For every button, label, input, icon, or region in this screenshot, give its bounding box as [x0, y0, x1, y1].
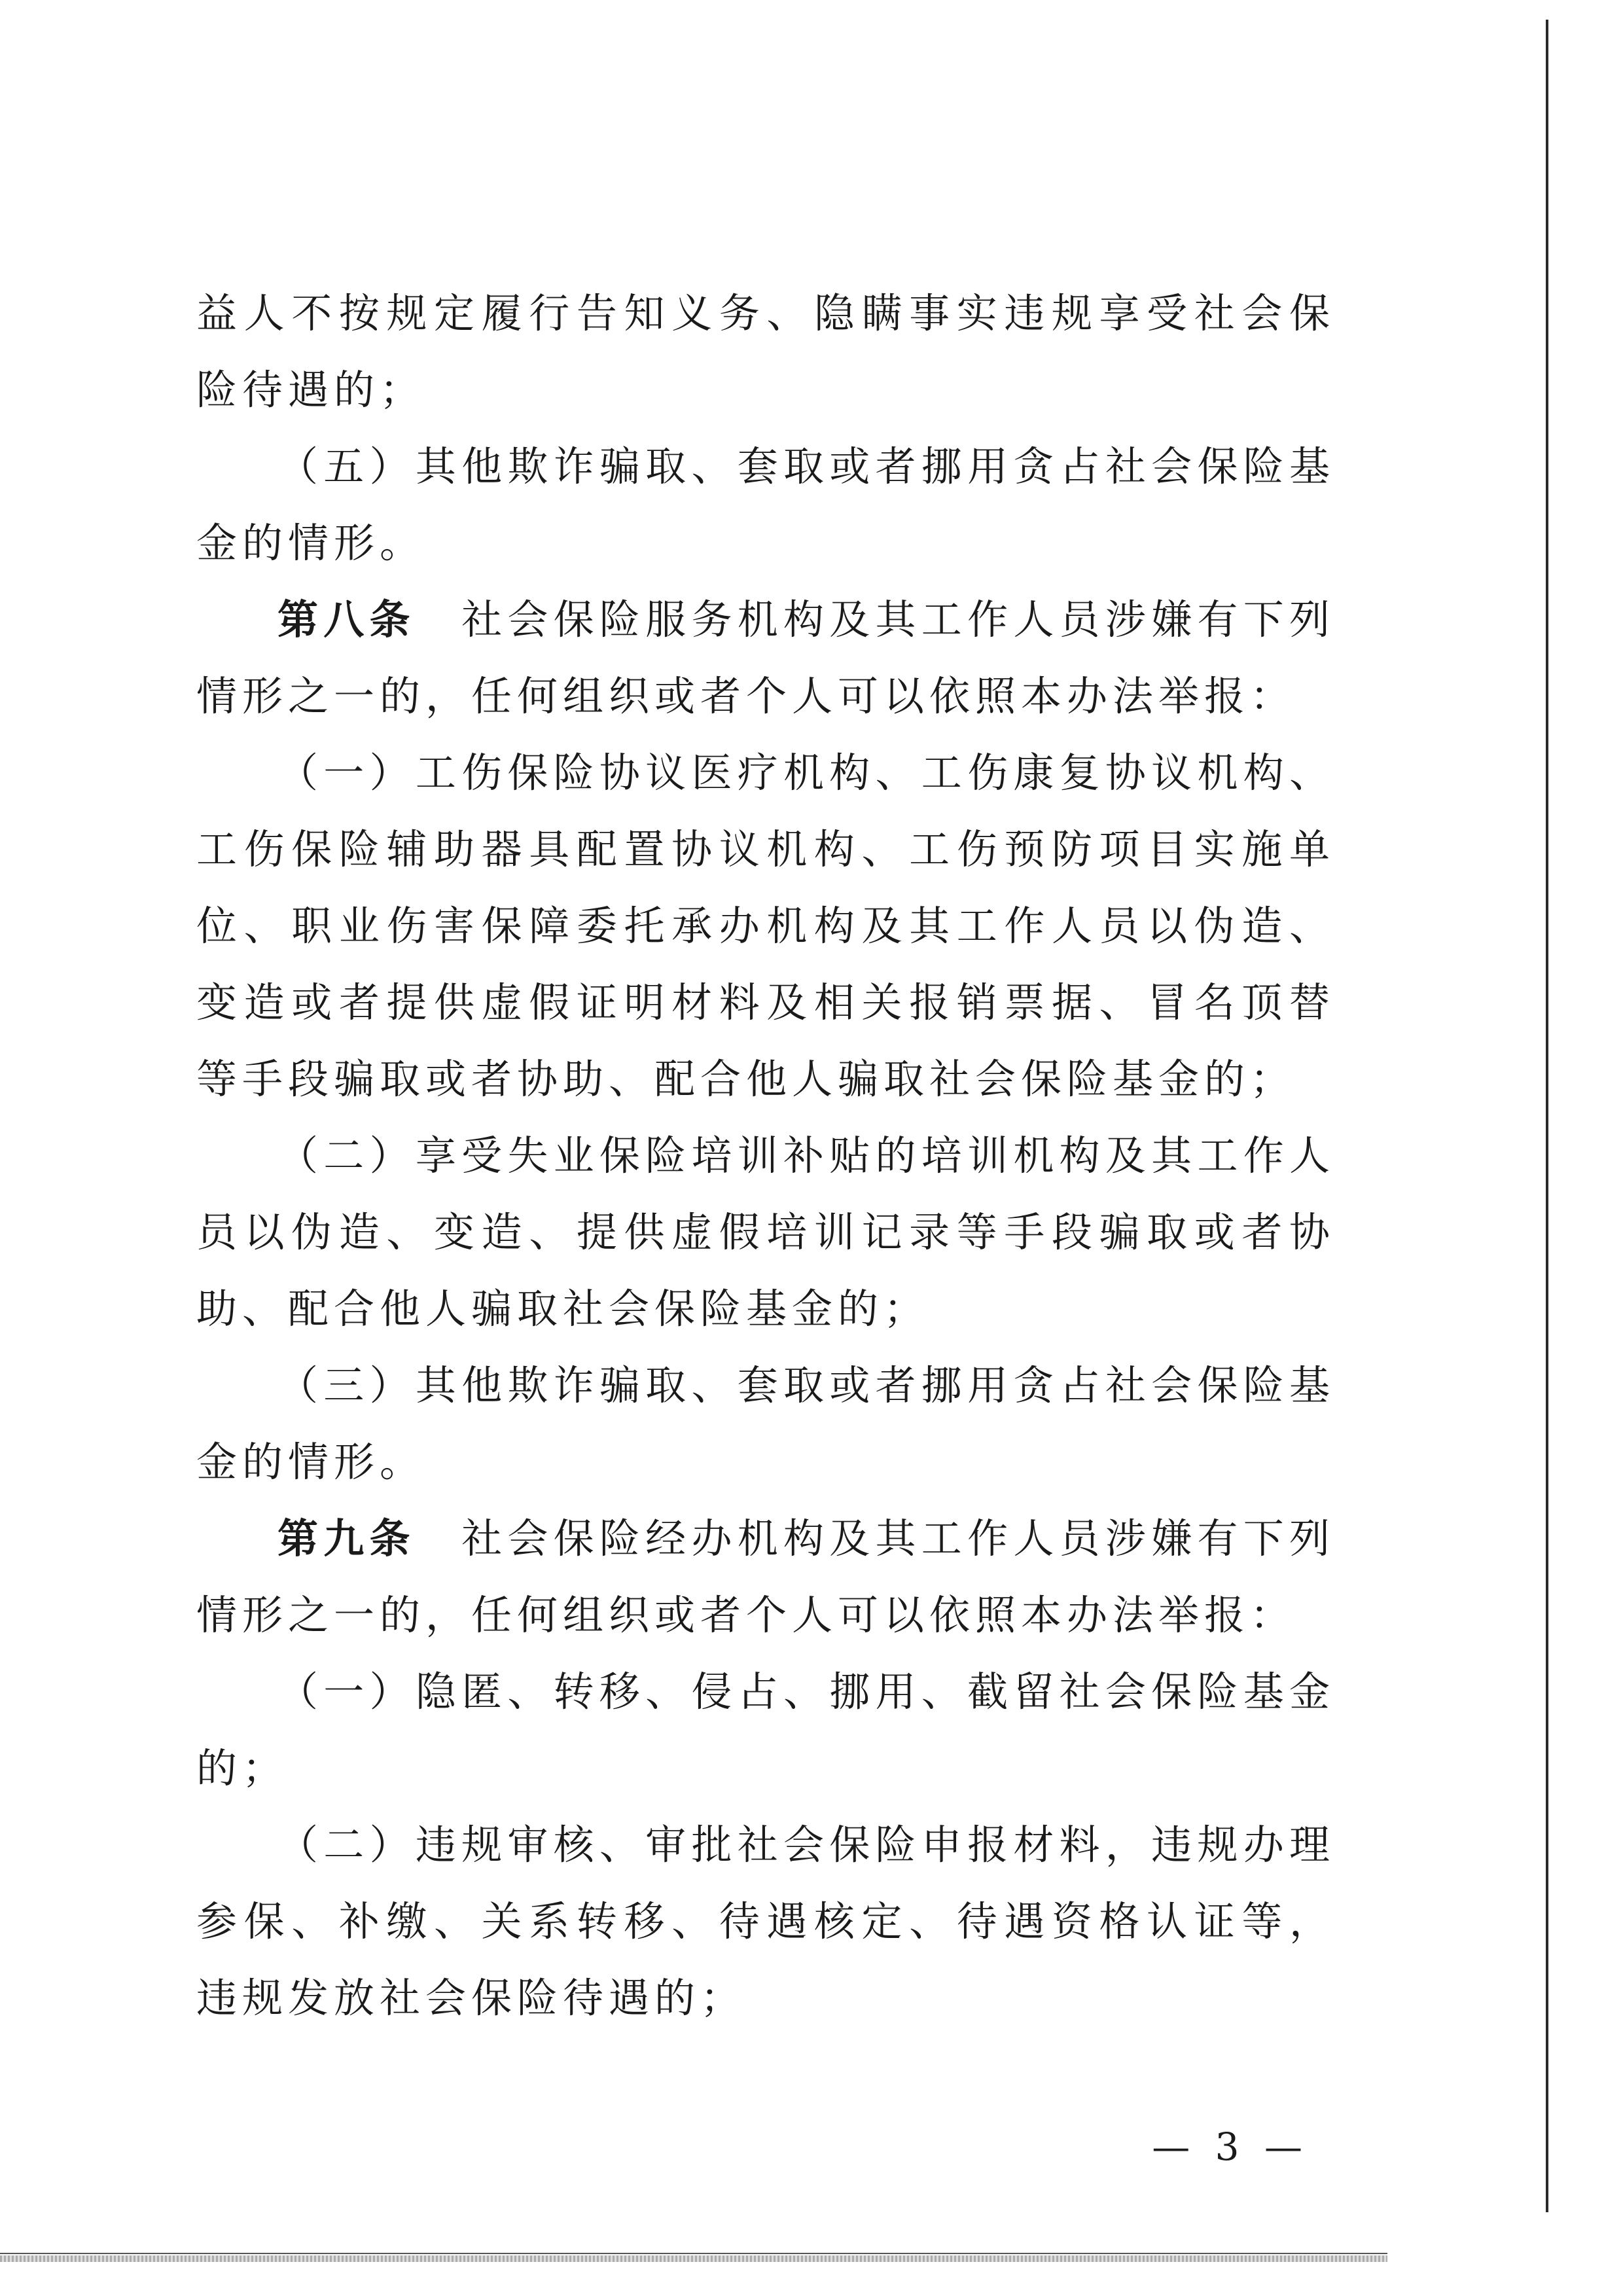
article-paragraph — [196, 1500, 1335, 1653]
paragraph — [196, 1806, 1335, 2036]
page-number: — 3 — — [1152, 2125, 1309, 2169]
scan-edge-line — [1546, 20, 1548, 2212]
paragraph — [196, 734, 1335, 1117]
paragraph — [196, 1653, 1335, 1806]
paragraph — [196, 1347, 1335, 1500]
paragraph-text: 益人不按规定履行告知义务、隐瞒事实违规享受社会保险待遇的； — [196, 289, 1335, 414]
paragraph-text: 社会保险经办机构及其工作人员涉嫌有下列情形之一的，任何组织或者个人可以依照本办法举报： — [196, 1515, 1335, 1639]
paragraph-text: （一）隐匿、转移、侵占、挪用、截留社会保险基金的； — [196, 1668, 1335, 1792]
paragraph — [196, 428, 1335, 581]
paragraph-text: （二）享受失业保险培训补贴的培训机构及其工作人员以伪造、变造、提供虚假培训记录等手段骗取或者协助、配合他人骗取社会保险基金的； — [196, 1132, 1335, 1333]
paragraph-text: （二）违规审核、审批社会保险申报材料，违规办理参保、补缴、关系转移、待遇核定、待遇资格认证等，违规发放社会保险待遇的； — [196, 1821, 1335, 2022]
article-heading: 第九条 — [277, 1515, 416, 1562]
scan-bottom-edge — [0, 2255, 1387, 2262]
article-paragraph — [196, 581, 1335, 734]
paragraph-text: （三）其他欺诈骗取、套取或者挪用贪占社会保险基金的情形。 — [196, 1361, 1335, 1486]
paragraph-text: 社会保险服务机构及其工作人员涉嫌有下列情形之一的，任何组织或者个人可以依照本办法举报： — [196, 596, 1335, 720]
paragraph-text: （一）工伤保险协议医疗机构、工伤康复协议机构、工伤保险辅助器具配置协议机构、工伤预防项目实施单位、职业伤害保障委托承办机构及其工作人员以伪造、变造或者提供虚假证明材料及相关报销票据、冒名顶替等手段骗取或者协助、配合他人骗取社会保险基金的； — [196, 749, 1335, 1103]
paragraph-text: （五）其他欺诈骗取、套取或者挪用贪占社会保险基金的情形。 — [196, 442, 1335, 567]
paragraph — [196, 1117, 1335, 1347]
article-heading: 第八条 — [277, 596, 416, 643]
paragraph — [196, 275, 1335, 428]
scan-bottom-line — [0, 2253, 1387, 2254]
body-text — [196, 275, 1335, 2036]
